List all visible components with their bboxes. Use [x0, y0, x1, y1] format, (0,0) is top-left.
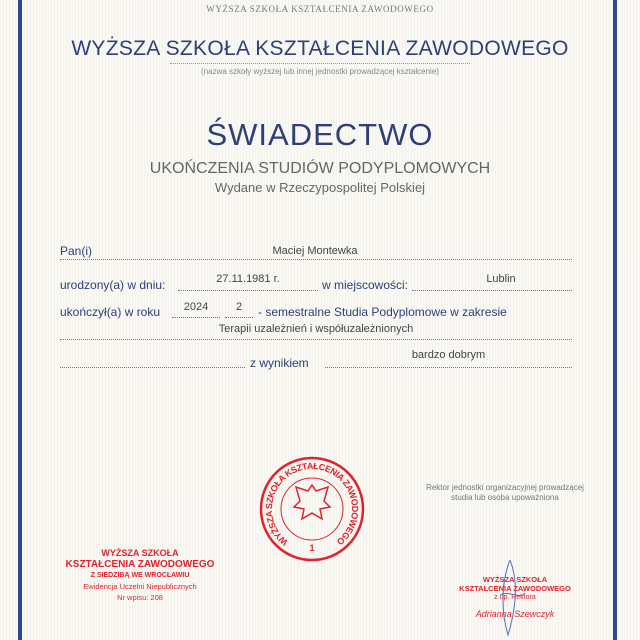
line — [60, 339, 572, 340]
result-value: bardzo dobrym — [411, 349, 486, 361]
program-label: - semestralne Studia Podyplomowe w zakresie — [258, 305, 507, 319]
school-note: (nazwa szkoły wyższej lub innej jednostki prowadzącej kształcenie) — [201, 67, 439, 76]
stamp-line: Z SIEDZIBĄ WE WROCŁAWIU — [90, 572, 190, 579]
born-label: urodzony(a) w dniu: — [60, 278, 166, 292]
birth-place-value: Lublin — [486, 273, 516, 285]
name-value: Maciej Montewka — [272, 245, 358, 257]
result-label: z wynikiem — [250, 356, 309, 370]
signature — [480, 555, 540, 640]
line — [412, 290, 572, 291]
pan-label: Pan(i) — [60, 244, 93, 258]
rector-caption — [400, 483, 610, 503]
caption-line: Rektor jednostki organizacyjnej prowadzącej — [426, 483, 584, 492]
subtitle: UKOŃCZENIA STUDIÓW PODYPLOMOWYCH — [149, 160, 491, 177]
seal-number: 1 — [309, 543, 315, 553]
subtitle-2: Wydane w Rzeczypospolitej Polskiej — [214, 180, 426, 195]
finished-label: ukończył(a) w roku — [60, 305, 161, 319]
caption-line: studia lub osoba upoważniona — [451, 493, 559, 502]
birth-date-value: 27.11.1981 r. — [216, 273, 280, 285]
seal-text: WYŻSZA SZKOŁA KSZTAŁCENIA ZAWODOWEGO — [263, 460, 361, 548]
official-seal — [258, 455, 366, 563]
line — [60, 259, 572, 260]
stamp-line: WYŻSZA SZKOŁA — [482, 575, 548, 584]
school-stamp — [50, 548, 230, 603]
svg-text:WYŻSZA SZKOŁA KSZTAŁCENIA ZAWO — [264, 461, 360, 548]
divider — [170, 63, 470, 64]
signatory-name: Adrianna Szewczyk — [475, 609, 555, 619]
line — [172, 317, 220, 318]
stamp-line: z up. Rektora — [494, 594, 536, 601]
header-small: WYŻSZA SZKOŁA KSZTAŁCENIA ZAWODOWEGO — [206, 4, 434, 14]
program-value: Terapii uzależnień i współuzależnionych — [218, 323, 414, 335]
line — [60, 367, 245, 368]
stamp-line: KSZTAŁCENIA ZAWODOWEGO — [65, 559, 215, 570]
certificate-title: ŚWIADECTWO — [206, 117, 434, 152]
line — [178, 290, 318, 291]
left-border — [18, 0, 22, 640]
line — [225, 317, 253, 318]
school-name: WYŻSZA SZKOŁA KSZTAŁCENIA ZAWODOWEGO — [71, 37, 569, 60]
stamp-line: Nr wpisu: 208 — [117, 593, 163, 602]
right-border — [613, 0, 617, 640]
stamp-line: WYŻSZA SZKOŁA — [101, 548, 179, 558]
semesters-value: 2 — [235, 301, 243, 313]
stamp-line: KSZTAŁCENIA ZAWODOWEGO — [459, 584, 571, 593]
stamp-line: Ewidencja Uczelni Niepublicznych — [83, 582, 197, 591]
place-label: w miejscowości: — [322, 278, 409, 292]
year-value: 2024 — [183, 301, 209, 313]
line — [325, 367, 572, 368]
